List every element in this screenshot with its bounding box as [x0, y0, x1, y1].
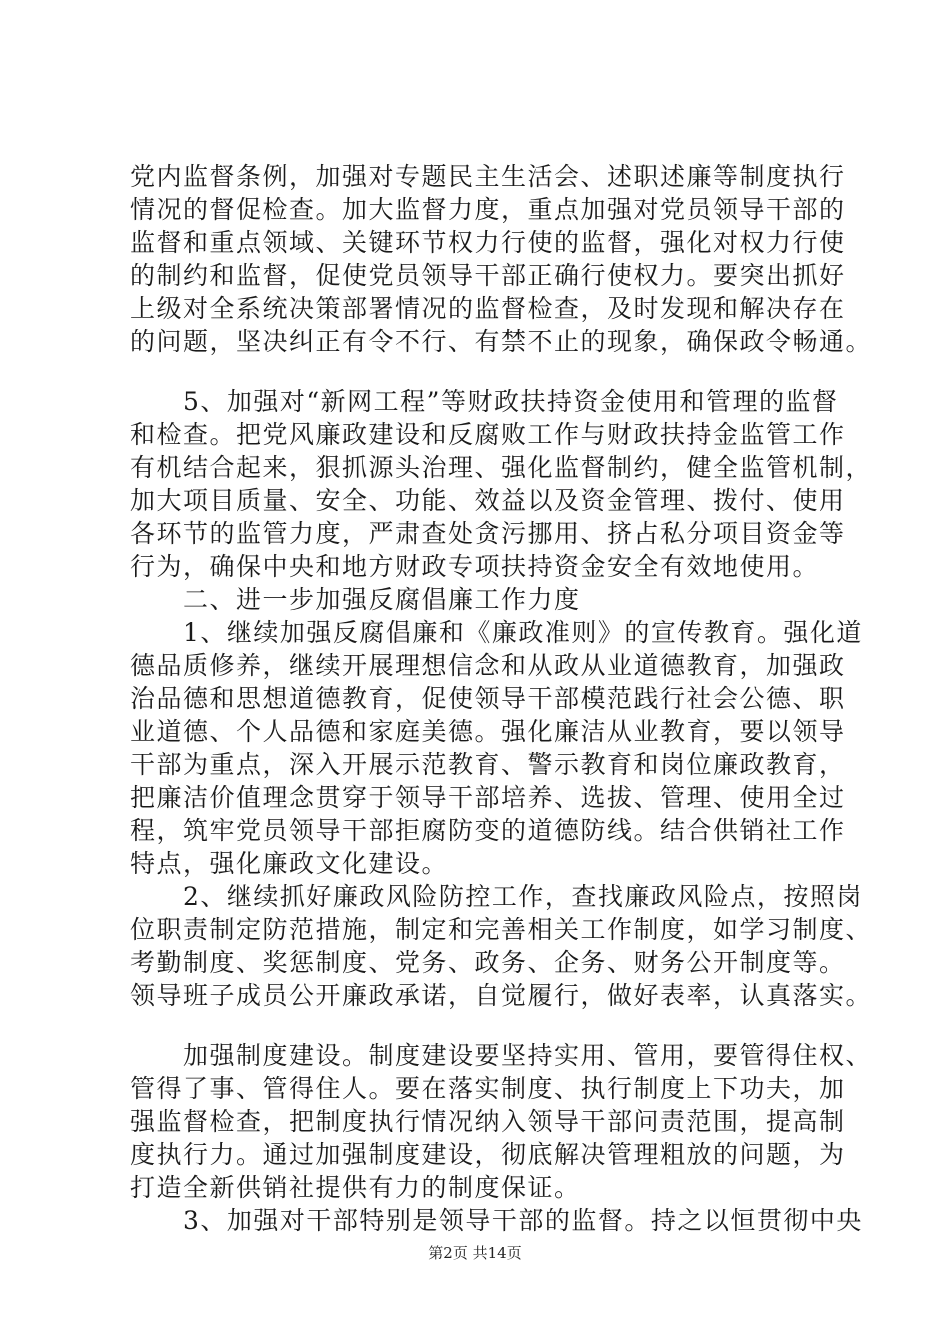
text-line: 二、进一步加强反腐倡廉工作力度 [130, 585, 581, 614]
paragraph-gap [130, 358, 830, 385]
text-line: 业道德、个人品德和家庭美德。强化廉洁从业教育，要以领导 [130, 717, 846, 746]
text-line: 情况的督促检查。加大监督力度，重点加强对党员领导干部的 [130, 195, 846, 224]
text-line: 领导班子成员公开廉政承诺，自觉履行，做好表率，认真落实。 [130, 981, 873, 1010]
text-line: 行为，确保中央和地方财政专项扶持资金安全有效地使用。 [130, 552, 820, 581]
text-line: 的制约和监督，促使党员领导干部正确行使权力。要突出抓好 [130, 261, 846, 290]
text-line: 打造全新供销社提供有力的制度保证。 [130, 1173, 581, 1202]
page-footer: 第2页 共14页 [428, 1244, 522, 1262]
text-line: 上级对全系统决策部署情况的监督检查，及时发现和解决存在 [130, 294, 846, 323]
text-line: 1、继续加强反腐倡廉和《廉政准则》的宣传教育。强化道 [130, 618, 863, 647]
text-line: 党内监督条例，加强对专题民主生活会、述职述廉等制度执行 [130, 162, 846, 191]
paragraph [130, 160, 873, 358]
text-line: 和检查。把党风廉政建设和反腐败工作与财政扶持金监管工作 [130, 420, 846, 449]
text-line: 考勤制度、奖惩制度、党务、政务、企务、财务公开制度等。 [130, 948, 846, 977]
paragraph [130, 583, 830, 616]
text-line: 强监督检查，把制度执行情况纳入领导干部问责范围，提高制 [130, 1107, 846, 1136]
text-line: 特点，强化廉政文化建设。 [130, 849, 449, 878]
text-line: 德品质修养，继续开展理想信念和从政从业道德教育，加强政 [130, 651, 846, 680]
text-line: 5、加强对“新网工程”等财政扶持资金使用和管理的监督 [130, 387, 839, 416]
paragraph [130, 616, 863, 880]
text-line: 程，筑牢党员领导干部拒腐防变的道德防线。结合供销社工作 [130, 816, 846, 845]
text-line: 2、继续抓好廉政风险防控工作，查找廉政风险点，按照岗 [130, 882, 863, 911]
text-line: 有机结合起来，狠抓源头治理、强化监督制约，健全监管机制， [130, 453, 873, 482]
paragraph [130, 385, 873, 583]
paragraph-gap [130, 1012, 830, 1039]
text-line: 监督和重点领域、关键环节权力行使的监督，强化对权力行使 [130, 228, 846, 257]
text-line: 3、加强对干部特别是领导干部的监督。持之以恒贯彻中央 [130, 1206, 863, 1235]
text-line: 位职责制定防范措施，制定和完善相关工作制度，如学习制度、 [130, 915, 873, 944]
paragraph [130, 1039, 873, 1204]
paragraph [130, 880, 873, 1012]
paragraph [130, 1204, 863, 1237]
text-line: 治品德和思想道德教育，促使领导干部模范践行社会公德、职 [130, 684, 846, 713]
text-line: 各环节的监管力度，严肃查处贪污挪用、挤占私分项目资金等 [130, 519, 846, 548]
text-line: 加强制度建设。制度建设要坚持实用、管用，要管得住权、 [130, 1041, 873, 1070]
text-line: 加大项目质量、安全、功能、效益以及资金管理、拨付、使用 [130, 486, 846, 515]
text-line: 干部为重点，深入开展示范教育、警示教育和岗位廉政教育， [130, 750, 846, 779]
document-body [130, 160, 873, 1237]
text-line: 度执行力。通过加强制度建设，彻底解决管理粗放的问题，为 [130, 1140, 846, 1169]
text-line: 把廉洁价值理念贯穿于领导干部培养、选拔、管理、使用全过 [130, 783, 846, 812]
text-line: 的问题，坚决纠正有令不行、有禁不止的现象，确保政令畅通。 [130, 327, 873, 356]
text-line: 管得了事、管得住人。要在落实制度、执行制度上下功夫，加 [130, 1074, 846, 1103]
